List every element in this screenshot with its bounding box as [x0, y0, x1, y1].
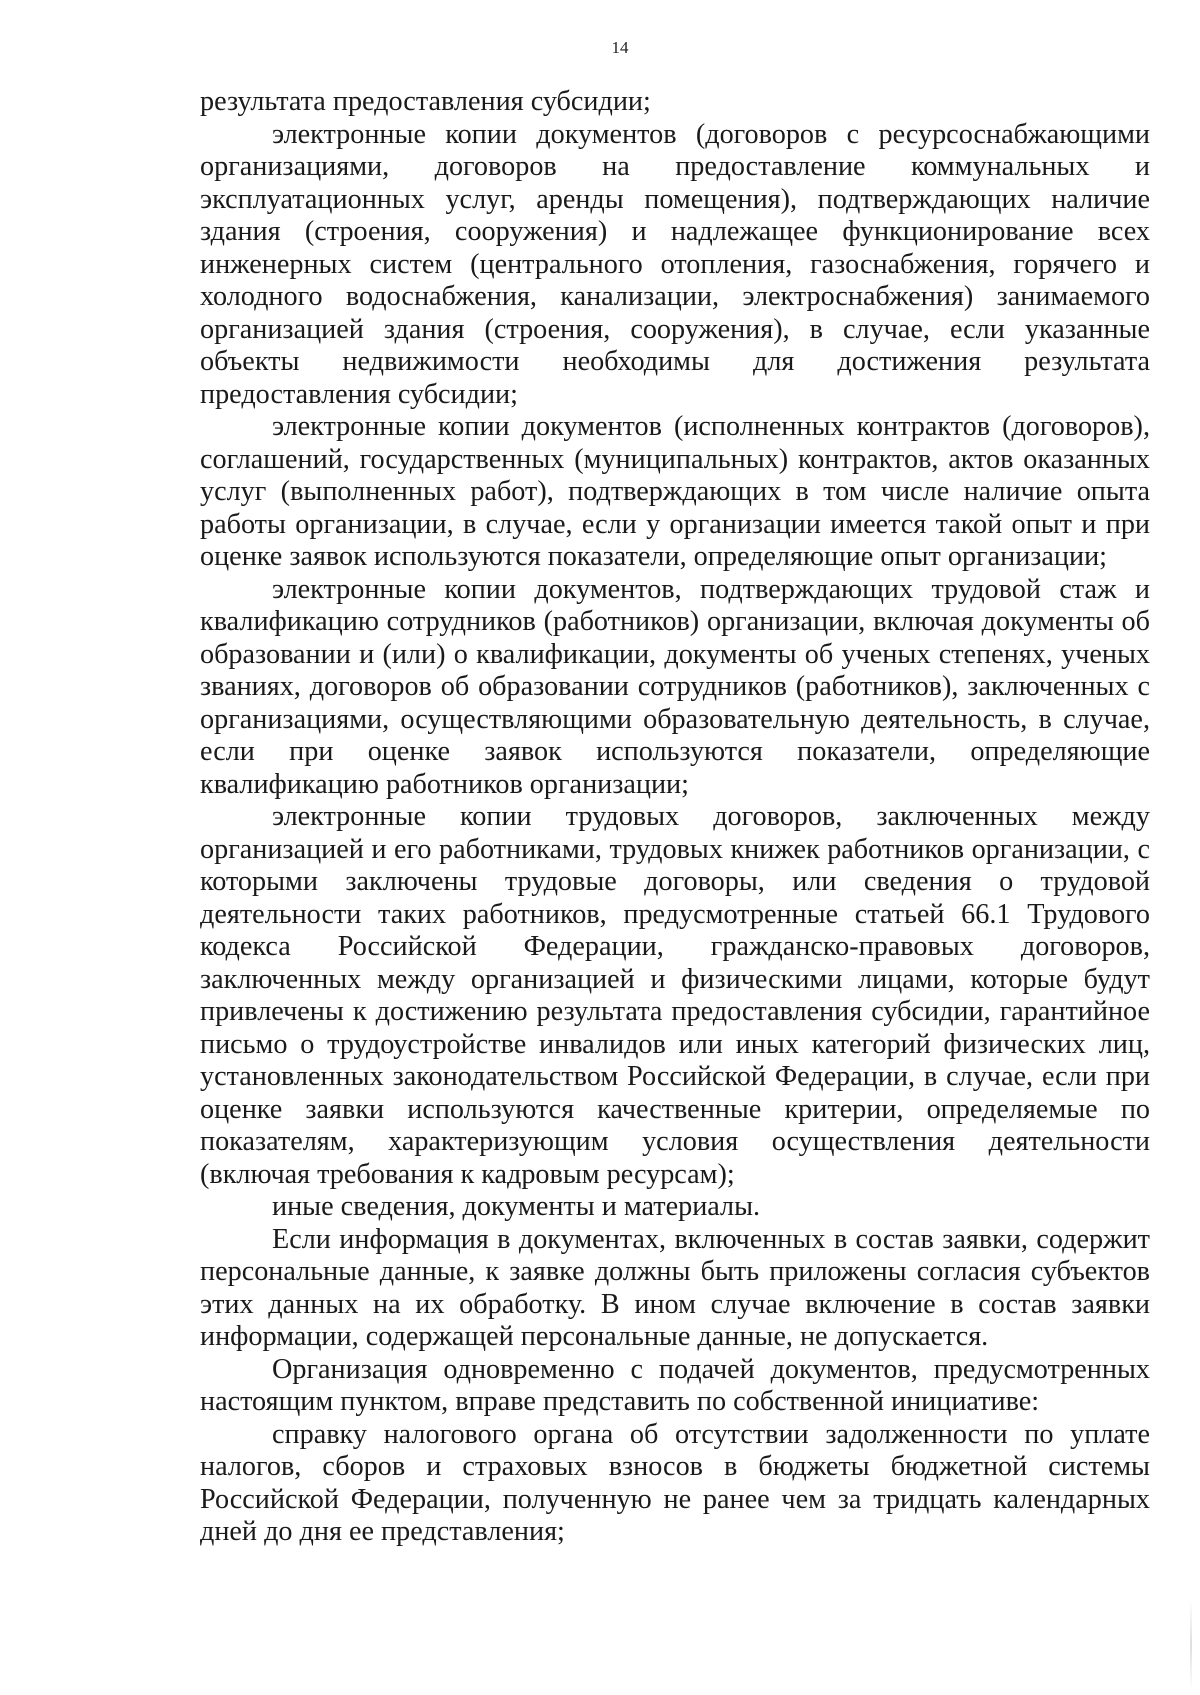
paragraph-7: Если информация в документах, включенных в состав заявки, содержит персональные данные, к заявке должны быть приложены согласия субъектов этих данных на их обработку. В ином случае включение в состав заявки информации, содержащей персональные данные, не допускается. — [200, 1223, 1150, 1352]
paragraph-4: электронные копии документов, подтверждающих трудовой стаж и квалификацию сотрудников (работников) организации, включая документы об образовании и (или) о квалификации, документы об ученых степенях, ученых званиях, договоров об образовании сотрудников (работников), заключенных с организациями, осуществляющими образовательную деятельность, в случае, если при оценке заявок используются показатели, определяющие квалификацию работников организации; — [200, 573, 1150, 800]
paragraph-5: электронные копии трудовых договоров, заключенных между организацией и его работниками, трудовых книжек работников организации, с которыми заключены трудовые договоры, или сведения о трудовой деятельности таких работников, предусмотренные статьей 66.1 Трудового кодекса Российской Федерации, гражданско-правовых договоров, заключенных между организацией и физическими лицами, которые будут привлечены к достижению результата предоставления субсидии, гарантийное письмо о трудоустройстве инвалидов или иных категорий физических лиц, установленных законодательством Российской Федерации, в случае, если при оценке заявки используются качественные критерии, определяемые по показателям, характеризующим условия осуществления деятельности (включая требования к кадровым ресурсам); — [200, 801, 1150, 1190]
document-body — [200, 86, 1150, 1549]
page-number: 14 — [611, 38, 629, 57]
paragraph-8: Организация одновременно с подачей документов, предусмотренных настоящим пунктом, вправе представить по собственной инициативе: — [200, 1353, 1150, 1417]
paragraph-2: электронные копии документов (договоров с ресурсоснабжающими организациями, договоров на предоставление коммунальных и эксплуатационных услуг, аренды помещения), подтверждающих наличие здания (строения, сооружения) и надлежащее функционирование всех инженерных систем (центрального отопления, газоснабжения, горячего и холодного водоснабжения, канализации, электроснабжения) занимаемого организацией здания (строения, сооружения), в случае, если указанные объекты недвижимости необходимы для достижения результата предоставления субсидии; — [200, 118, 1150, 410]
scan-edge-mark — [1190, 1600, 1192, 1690]
paragraph-6: иные сведения, документы и материалы. — [272, 1191, 761, 1222]
paragraph-3: электронные копии документов (исполненных контрактов (договоров), соглашений, государственных (муниципальных) контрактов, актов оказанных услуг (выполненных работ), подтверждающих в том числе наличие опыта работы организации, в случае, если у организации имеется такой опыт и при оценке заявок используются показатели, определяющие опыт организации; — [200, 411, 1150, 572]
paragraph-9: справку налогового органа об отсутствии задолженности по уплате налогов, сборов и страховых взносов в бюджеты бюджетной системы Российской Федерации, полученную не ранее чем за тридцать календарных дней до дня ее представления; — [200, 1418, 1150, 1547]
paragraph-1: результата предоставления субсидии; — [200, 86, 651, 117]
